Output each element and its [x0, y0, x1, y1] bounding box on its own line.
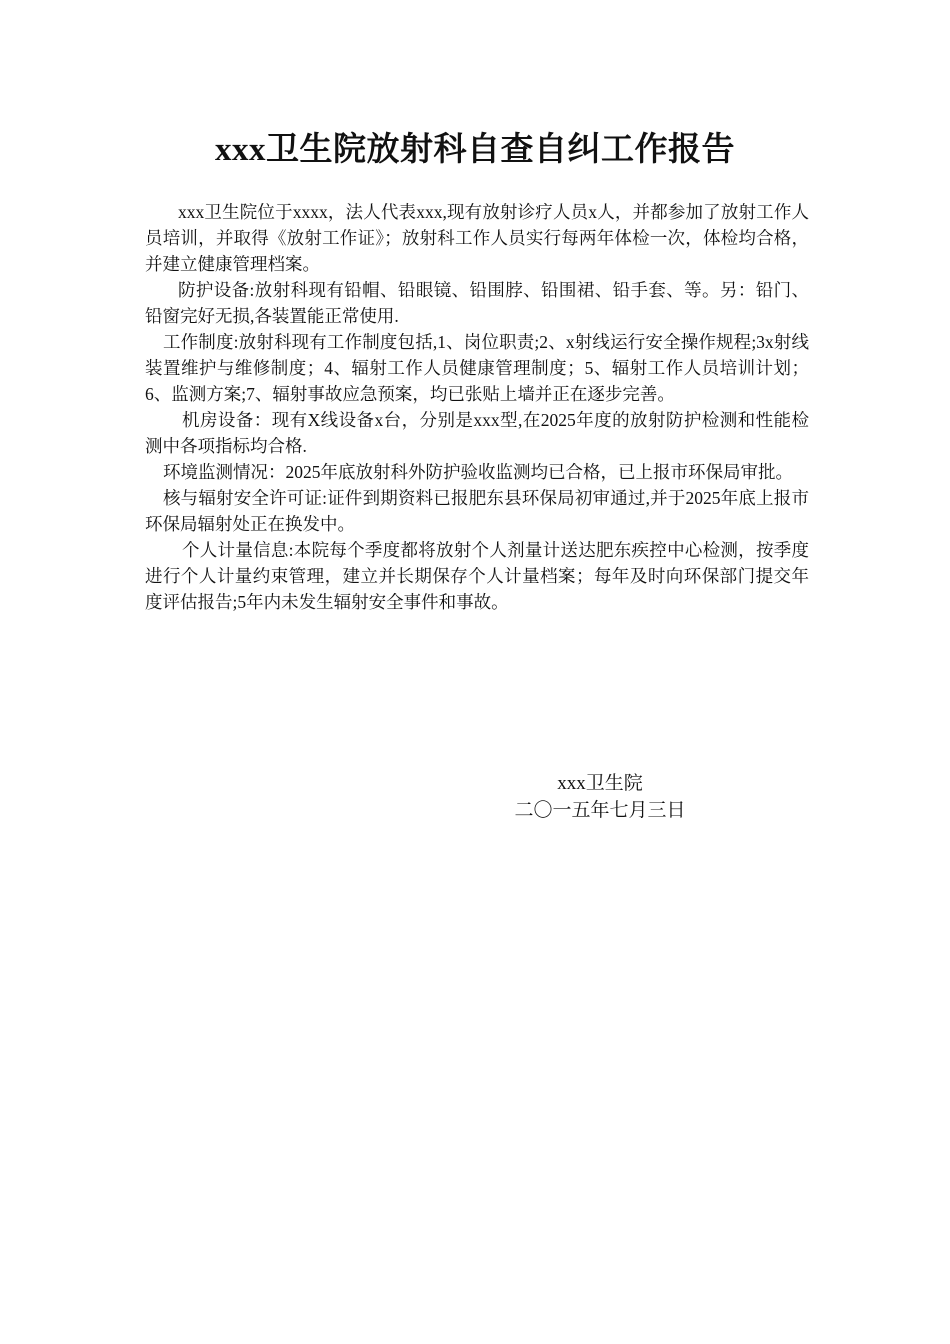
signature-date: 二〇一五年七月三日: [514, 800, 686, 821]
paragraph-room-equipment: 机房设备：现有X线设备x台，分别是xxx型,在2025年度的放射防护检测和性能检测中各项指标均合格.: [145, 410, 809, 456]
paragraph-hospital-overview: xxx卫生院位于xxxx，法人代表xxx,现有放射诊疗人员x人，并都参加了放射工作人员培训，并取得《放射工作证》；放射科工作人员实行每两年体检一次，体检均合格，并建立健康管理档案。: [145, 202, 809, 274]
signature-organization: xxx卫生院: [557, 773, 643, 794]
document-body: [145, 199, 809, 615]
document-title: xxx卫生院放射科自查自纠工作报告: [215, 132, 735, 168]
paragraph-environment-monitoring: 环境监测情况：2025年底放射科外防护验收监测均已合格，已上报市环保局审批。: [163, 462, 793, 482]
paragraph-protective-equipment: 防护设备:放射科现有铅帽、铅眼镜、铅围脖、铅围裙、铅手套、等。另：铅门、铅窗完好无损,各装置能正常使用.: [145, 280, 809, 326]
signature-block: [440, 770, 760, 824]
paragraph-radiation-license: 核与辐射安全许可证:证件到期资料已报肥东县环保局初审通过,并于2025年底上报市环保局辐射处正在换发中。: [145, 488, 809, 534]
paragraph-personal-dosimetry: 个人计量信息:本院每个季度都将放射个人剂量计送达肥东疾控中心检测，按季度进行个人计量约束管理，建立并长期保存个人计量档案；每年及时向环保部门提交年度评估报告;5年内未发生辐射安全事件和事故。: [145, 540, 809, 612]
paragraph-work-rules: 工作制度:放射科现有工作制度包括,1、岗位职责;2、x射线运行安全操作规程;3x射线装置维护与维修制度；4、辐射工作人员健康管理制度；5、辐射工作人员培训计划；6、监测方案;7、辐射事故应急预案，均已张贴上墙并正在逐步完善。: [145, 332, 809, 404]
